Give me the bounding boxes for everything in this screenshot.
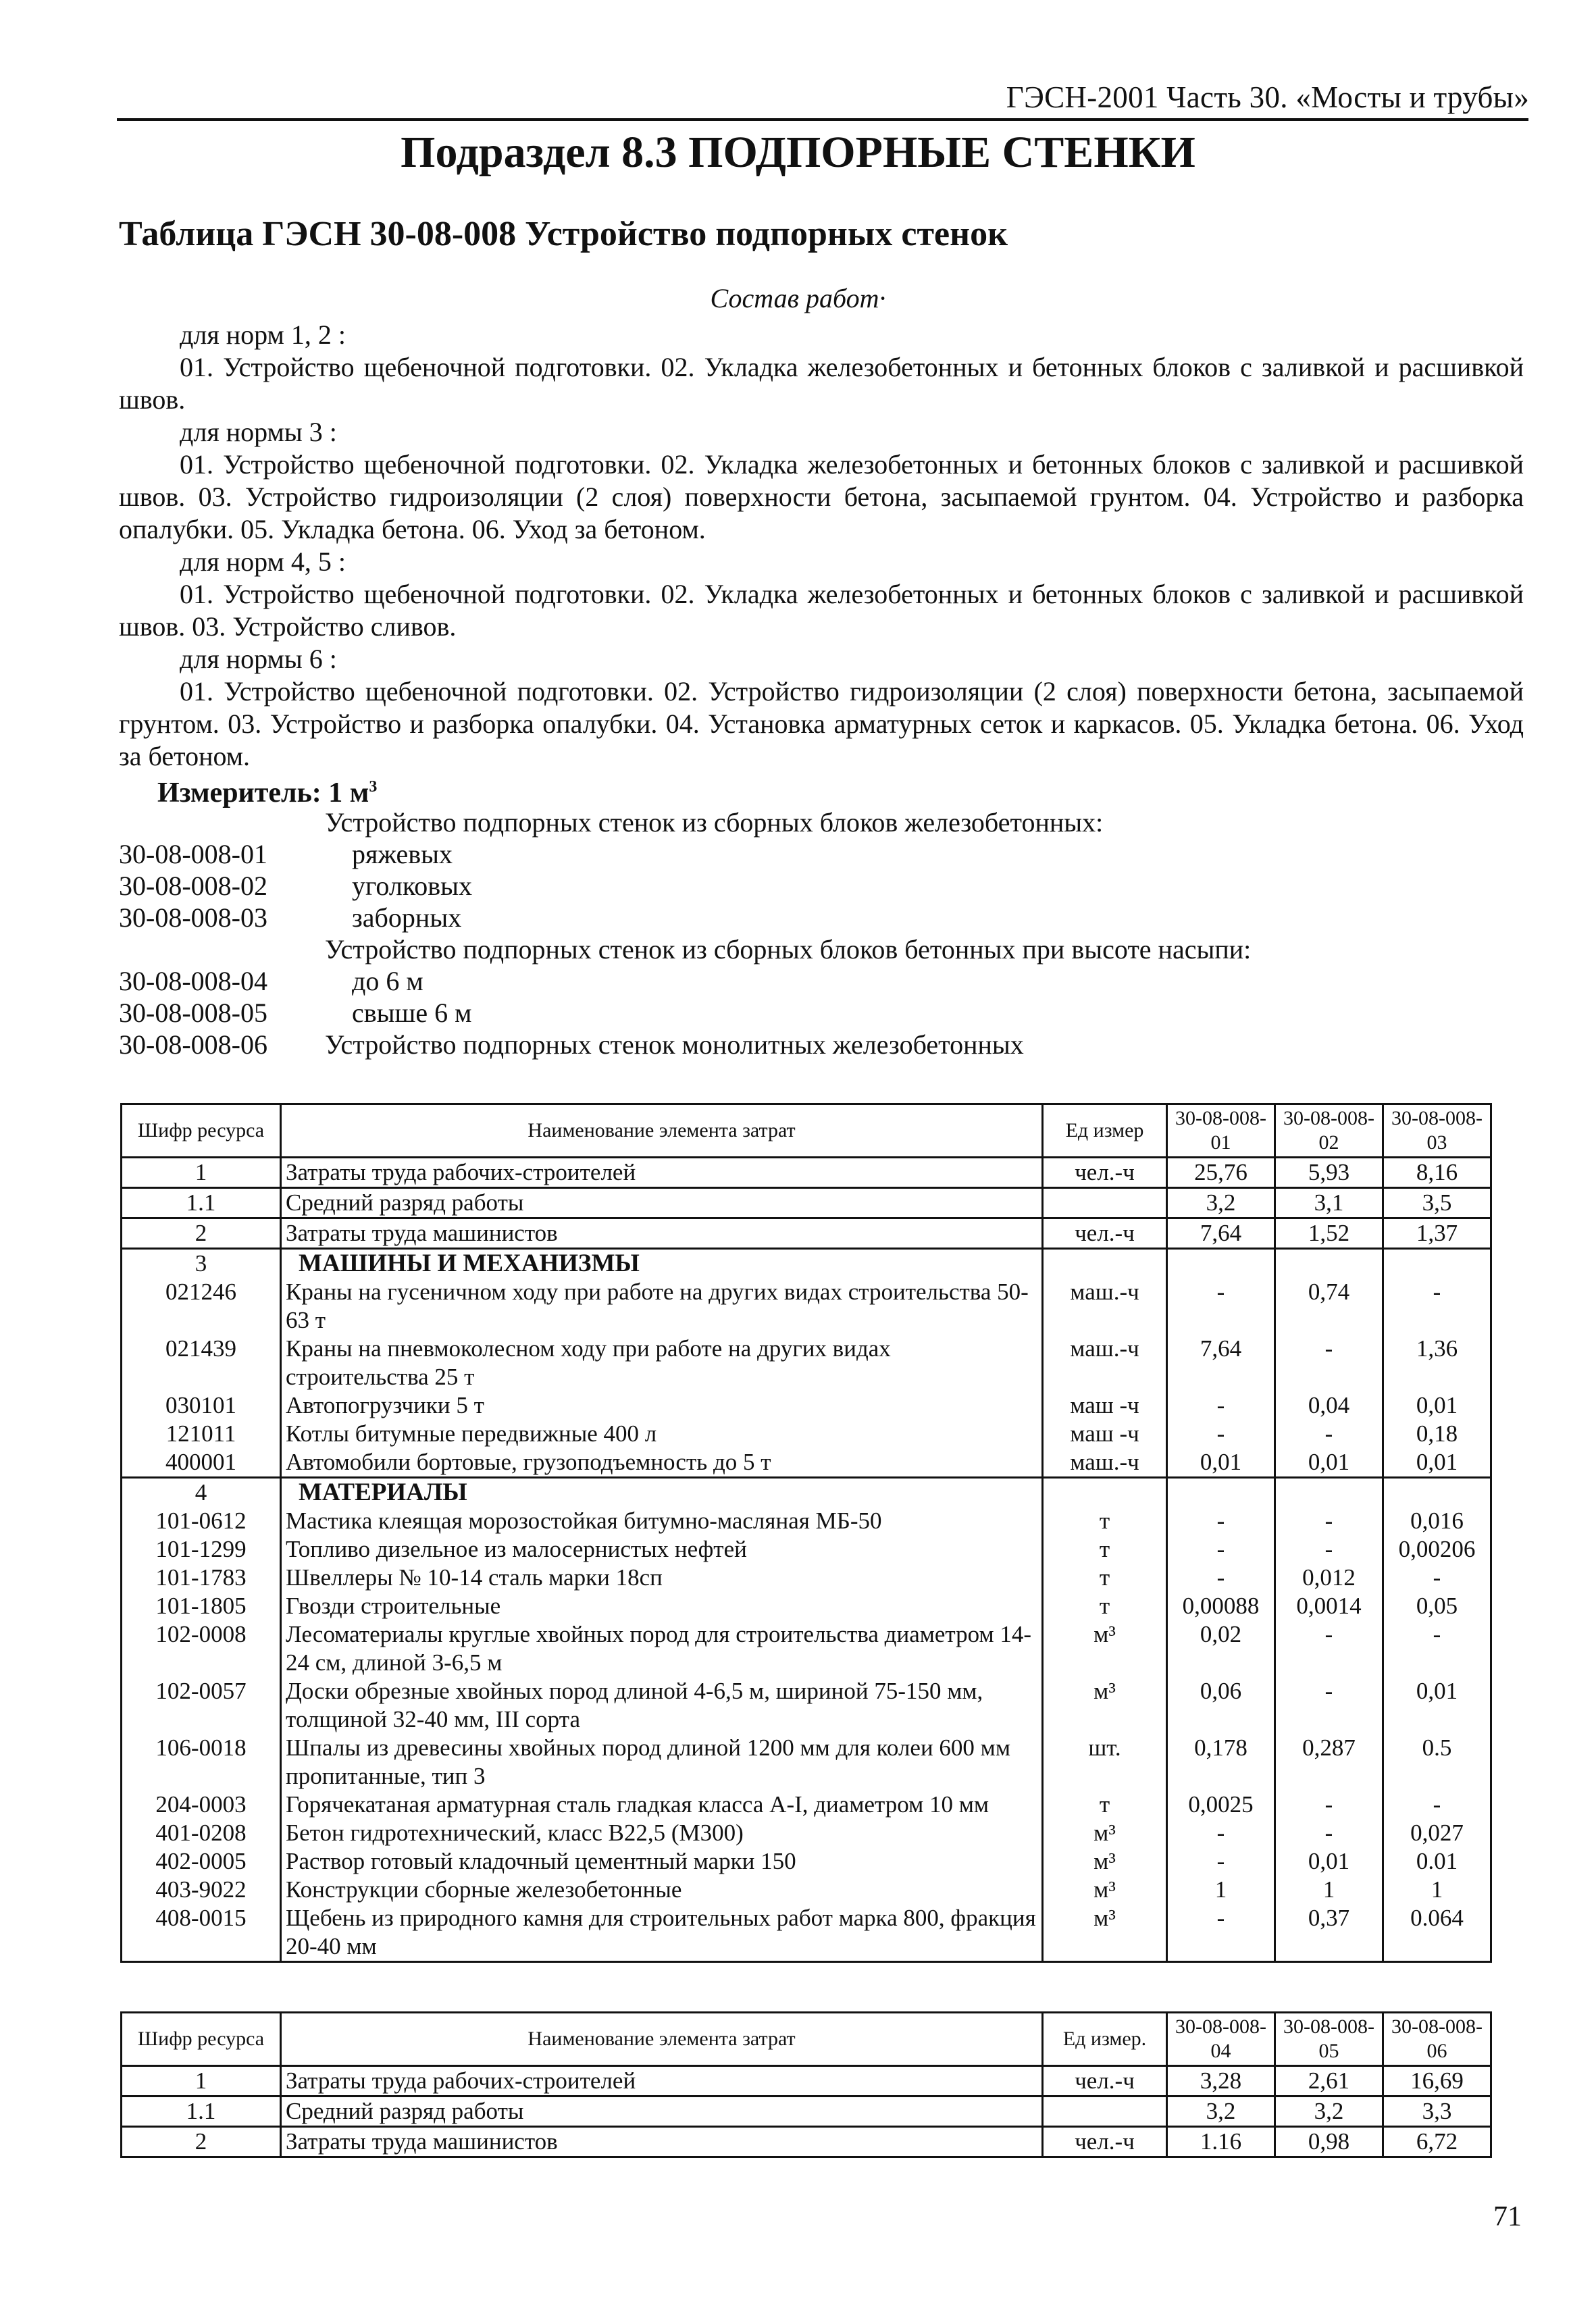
- norm-value: 3,2: [1167, 2097, 1275, 2127]
- resource-unit: м³: [1043, 1677, 1167, 1734]
- resource-code: 102-0057: [122, 1677, 281, 1734]
- norm-value: 7,64: [1167, 1218, 1275, 1249]
- norm-value: 0,016: [1383, 1507, 1491, 1535]
- resource-code: 408-0015: [122, 1904, 281, 1962]
- resource-code: 2: [122, 2127, 281, 2157]
- norm-code-row: [119, 965, 1251, 997]
- norm-value: -: [1167, 1847, 1275, 1876]
- table-row: [122, 1188, 1491, 1218]
- norm-value: 0.064: [1383, 1904, 1491, 1962]
- resource-unit: т: [1043, 1564, 1167, 1592]
- resource-code: 1.1: [122, 2097, 281, 2127]
- resource-code: 1.1: [122, 1188, 281, 1218]
- norm-name: ряжевых: [352, 839, 453, 869]
- table-row: [122, 1677, 1491, 1734]
- header-rule: [117, 118, 1528, 121]
- table-row: [122, 1734, 1491, 1791]
- resource-name: Средний разряд работы: [281, 1188, 1043, 1218]
- norm-name: заборных: [352, 902, 462, 933]
- resource-name: Швеллеры № 10-14 сталь марки 18сп: [281, 1564, 1043, 1592]
- resource-code: 030101: [122, 1391, 281, 1420]
- norm-value: 3,2: [1275, 2097, 1383, 2127]
- work-group-text: 01. Устройство щебеночной подготовки. 02. Устройство гидроизоляции (2 слоя) поверхности бетона, засыпаемой грунтом. 03. Устройство и разборка опалубки. 04. Установка арматурных сеток и каркасов. 05. Укладка бетона. 06. Уход за бетоном.: [119, 676, 1524, 771]
- norm-value: 25,76: [1167, 1158, 1275, 1188]
- table-header-row: [122, 2013, 1491, 2066]
- col-header-unit: Ед измер.: [1043, 2013, 1167, 2066]
- norm-value: [1383, 1249, 1491, 1279]
- norm-name: до 6 м: [352, 966, 423, 996]
- norm-value: -: [1167, 1535, 1275, 1564]
- norm-code: 30-08-008-06: [119, 1029, 267, 1060]
- col-header-norm-05: 30-08-008-05: [1275, 2013, 1383, 2066]
- col-header-norm-02: 30-08-008-02: [1275, 1104, 1383, 1158]
- norm-name: уголковых: [352, 871, 473, 901]
- norm-value: 0,0025: [1167, 1791, 1275, 1819]
- norm-value: 1,36: [1383, 1335, 1491, 1391]
- norm-value: 0,027: [1383, 1819, 1491, 1847]
- norm-value: [1167, 1249, 1275, 1279]
- resource-unit: т: [1043, 1592, 1167, 1620]
- norm-value: -: [1383, 1278, 1491, 1335]
- table-row: [122, 1158, 1491, 1188]
- col-header-norm-06: 30-08-008-06: [1383, 2013, 1491, 2066]
- resource-unit: чел.-ч: [1043, 1218, 1167, 1249]
- page-number: 71: [1493, 2201, 1522, 2232]
- col-header-norm-04: 30-08-008-04: [1167, 2013, 1275, 2066]
- measure-sup: 3: [369, 778, 378, 796]
- table-row: [122, 1507, 1491, 1535]
- norm-code: 30-08-008-02: [119, 871, 267, 901]
- work-composition-heading: Состав работ·: [710, 283, 886, 313]
- norm-code-row: [119, 838, 1251, 870]
- norm-value: -: [1167, 1564, 1275, 1592]
- norm-code: 30-08-008-01: [119, 839, 267, 869]
- norm-value: -: [1383, 1791, 1491, 1819]
- table-row: [122, 1592, 1491, 1620]
- resource-unit: [1043, 1249, 1167, 1279]
- resource-unit: м³: [1043, 1847, 1167, 1876]
- resource-unit: м³: [1043, 1876, 1167, 1904]
- norm-value: 0,04: [1275, 1391, 1383, 1420]
- norm-value: 3,1: [1275, 1188, 1383, 1218]
- col-header-name: Наименование элемента затрат: [281, 1104, 1043, 1158]
- table-row: [122, 1391, 1491, 1420]
- table-row: [122, 1620, 1491, 1677]
- resource-name: МАШИНЫ И МЕХАНИЗМЫ: [281, 1249, 1043, 1279]
- norm-value: -: [1275, 1620, 1383, 1677]
- norm-value: 0,05: [1383, 1592, 1491, 1620]
- resource-name: МАТЕРИАЛЫ: [281, 1478, 1043, 1508]
- norm-value: 1: [1167, 1876, 1275, 1904]
- resource-name: Горячекатаная арматурная сталь гладкая класса А-I, диаметром 10 мм: [281, 1791, 1043, 1819]
- running-header: ГЭСН-2001 Часть 30. «Мосты и трубы»: [1006, 80, 1529, 114]
- resource-name: Шпалы из древесины хвойных пород длиной 1200 мм для колеи 600 мм пропитанные, тип 3: [281, 1734, 1043, 1791]
- resource-name: Топливо дизельное из малосернистых нефтей: [281, 1535, 1043, 1564]
- col-header-code: Шифр ресурса: [122, 2013, 281, 2066]
- norm-code: 30-08-008-03: [119, 902, 267, 933]
- work-composition: [119, 319, 1524, 773]
- resource-name: Мастика клеящая морозостойкая битумно-масляная МБ-50: [281, 1507, 1043, 1535]
- norm-group-heading: Устройство подпорных стенок из сборных блоков бетонных при высоте насыпи:: [325, 934, 1252, 965]
- table-row: [122, 1420, 1491, 1448]
- norm-value: 6,72: [1383, 2127, 1491, 2157]
- table-row: [122, 1478, 1491, 1508]
- table-title: Таблица ГЭСН 30-08-008 Устройство подпорных стенок: [119, 215, 1008, 253]
- table-row: [122, 1278, 1491, 1335]
- resource-name: Конструкции сборные железобетонные: [281, 1876, 1043, 1904]
- norm-value: 1: [1383, 1876, 1491, 1904]
- table-row: [122, 1876, 1491, 1904]
- norm-value: [1275, 1478, 1383, 1508]
- norm-value: 3,28: [1167, 2066, 1275, 2097]
- work-group-text: 01. Устройство щебеночной подготовки. 02. Укладка железобетонных и бетонных блоков с заливкой и расшивкой швов. 03. Устройство сливов.: [119, 579, 1524, 642]
- resource-unit: м³: [1043, 1819, 1167, 1847]
- measure-unit: [157, 777, 377, 809]
- resource-name: Автомобили бортовые, грузоподъемность до 5 т: [281, 1448, 1043, 1478]
- norm-value: -: [1275, 1791, 1383, 1819]
- resource-code: 101-1805: [122, 1592, 281, 1620]
- norm-value: 5,93: [1275, 1158, 1383, 1188]
- resource-name: Котлы битумные передвижные 400 л: [281, 1420, 1043, 1448]
- norm-code-row: [119, 902, 1251, 933]
- norm-value: -: [1383, 1564, 1491, 1592]
- resource-code: 121011: [122, 1420, 281, 1448]
- resource-code: 1: [122, 2066, 281, 2097]
- norm-value: -: [1275, 1335, 1383, 1391]
- resource-name: Средний разряд работы: [281, 2097, 1043, 2127]
- norm-value: -: [1167, 1904, 1275, 1962]
- norm-value: -: [1167, 1420, 1275, 1448]
- norm-value: 0,178: [1167, 1734, 1275, 1791]
- norm-value: -: [1167, 1507, 1275, 1535]
- resource-code: 021246: [122, 1278, 281, 1335]
- resource-unit: м³: [1043, 1904, 1167, 1962]
- norm-value: -: [1167, 1391, 1275, 1420]
- work-group-text: 01. Устройство щебеночной подготовки. 02. Укладка железобетонных и бетонных блоков с заливкой и расшивкой швов.: [119, 352, 1524, 415]
- col-header-unit: Ед измер: [1043, 1104, 1167, 1158]
- norm-code-row: [119, 870, 1251, 902]
- norm-value: -: [1275, 1420, 1383, 1448]
- norm-value: -: [1167, 1278, 1275, 1335]
- norm-value: 7,64: [1167, 1335, 1275, 1391]
- resource-unit: шт.: [1043, 1734, 1167, 1791]
- norm-value: 0,01: [1383, 1391, 1491, 1420]
- norm-code: 30-08-008-04: [119, 966, 267, 996]
- norm-value: 0,01: [1383, 1677, 1491, 1734]
- resource-name: Лесоматериалы круглые хвойных пород для строительства диаметром 14-24 см, длиной 3-6,5 м: [281, 1620, 1043, 1677]
- norm-value: 8,16: [1383, 1158, 1491, 1188]
- resource-name: Краны на пневмоколесном ходу при работе на других видах строительства 25 т: [281, 1335, 1043, 1391]
- table-row: [122, 1218, 1491, 1249]
- norm-value: 0,06: [1167, 1677, 1275, 1734]
- norm-value: 0,012: [1275, 1564, 1383, 1592]
- resource-unit: маш.-ч: [1043, 1278, 1167, 1335]
- table-row: [122, 1535, 1491, 1564]
- resource-name: Бетон гидротехнический, класс В22,5 (М300): [281, 1819, 1043, 1847]
- table-row: [122, 2097, 1491, 2127]
- resource-code: 402-0005: [122, 1847, 281, 1876]
- resource-name: Затраты труда рабочих-строителей: [281, 1158, 1043, 1188]
- resource-code: 204-0003: [122, 1791, 281, 1819]
- resource-table-1: [120, 1103, 1492, 1963]
- norm-value: -: [1275, 1819, 1383, 1847]
- norm-value: -: [1383, 1620, 1491, 1677]
- resource-name: Раствор готовый кладочный цементный марки 150: [281, 1847, 1043, 1876]
- norm-value: [1167, 1478, 1275, 1508]
- col-header-norm-03: 30-08-008-03: [1383, 1104, 1491, 1158]
- norm-value: 0,00206: [1383, 1535, 1491, 1564]
- norm-group-heading: Устройство подпорных стенок из сборных блоков железобетонных:: [325, 807, 1104, 838]
- work-group-text: 01. Устройство щебеночной подготовки. 02. Укладка железобетонных и бетонных блоков с заливкой и расшивкой швов. 03. Устройство гидроизоляции (2 слоя) поверхности бетона, засыпаемой грунтом. 04. Устройство и разборка опалубки. 05. Укладка бетона. 06. Уход за бетоном.: [119, 449, 1524, 544]
- norm-value: 2,61: [1275, 2066, 1383, 2097]
- resource-code: 1: [122, 1158, 281, 1188]
- norm-value: 0.01: [1383, 1847, 1491, 1876]
- table-row: [122, 1448, 1491, 1478]
- col-header-norm-01: 30-08-008-01: [1167, 1104, 1275, 1158]
- norm-value: 0,0014: [1275, 1592, 1383, 1620]
- norm-value: [1275, 1249, 1383, 1279]
- norm-value: 1: [1275, 1876, 1383, 1904]
- work-group-label: для нормы 3 :: [180, 417, 337, 447]
- norm-value: [1383, 1478, 1491, 1508]
- norm-code-row: [119, 997, 1251, 1029]
- norm-code: 30-08-008-05: [119, 998, 267, 1028]
- norm-value: 1.16: [1167, 2127, 1275, 2157]
- norm-value: 3,2: [1167, 1188, 1275, 1218]
- table-row: [122, 1819, 1491, 1847]
- norm-value: 1,52: [1275, 1218, 1383, 1249]
- resource-unit: [1043, 1478, 1167, 1508]
- norm-value: 0,98: [1275, 2127, 1383, 2157]
- resource-code: 4: [122, 1478, 281, 1508]
- col-header-name: Наименование элемента затрат: [281, 2013, 1043, 2066]
- resource-code: 101-1299: [122, 1535, 281, 1564]
- norm-value: -: [1275, 1677, 1383, 1734]
- table-row: [122, 1847, 1491, 1876]
- table-header-row: [122, 1104, 1491, 1158]
- norm-value: 0,01: [1167, 1448, 1275, 1478]
- resource-name: Затраты труда рабочих-строителей: [281, 2066, 1043, 2097]
- col-header-code: Шифр ресурса: [122, 1104, 281, 1158]
- table-row: [122, 1904, 1491, 1962]
- resource-code: 401-0208: [122, 1819, 281, 1847]
- resource-unit: т: [1043, 1535, 1167, 1564]
- resource-unit: маш.-ч: [1043, 1448, 1167, 1478]
- measure-label: Измеритель:: [157, 777, 321, 808]
- resource-code: 400001: [122, 1448, 281, 1478]
- resource-code: 102-0008: [122, 1620, 281, 1677]
- norm-value: 0,01: [1383, 1448, 1491, 1478]
- norm-codes-list: [119, 806, 1251, 1060]
- norm-value: -: [1275, 1507, 1383, 1535]
- resource-code: 021439: [122, 1335, 281, 1391]
- norm-value: 0,00088: [1167, 1592, 1275, 1620]
- resource-unit: [1043, 1188, 1167, 1218]
- measure-value: 1 м: [328, 777, 369, 808]
- work-group-label: для норм 1, 2 :: [180, 319, 346, 350]
- resource-unit: т: [1043, 1507, 1167, 1535]
- resource-unit: м³: [1043, 1620, 1167, 1677]
- resource-unit: т: [1043, 1791, 1167, 1819]
- table-row: [122, 1791, 1491, 1819]
- table-row: [122, 1249, 1491, 1279]
- resource-unit: чел.-ч: [1043, 2127, 1167, 2157]
- norm-value: 0,01: [1275, 1847, 1383, 1876]
- resource-name: Гвозди строительные: [281, 1592, 1043, 1620]
- norm-value: 3,3: [1383, 2097, 1491, 2127]
- table-row: [122, 2127, 1491, 2157]
- norm-value: 3,5: [1383, 1188, 1491, 1218]
- norm-value: 0,37: [1275, 1904, 1383, 1962]
- norm-name: Устройство подпорных стенок монолитных железобетонных: [325, 1029, 1024, 1060]
- resource-name: Затраты труда машинистов: [281, 1218, 1043, 1249]
- resource-name: Автопогрузчики 5 т: [281, 1391, 1043, 1420]
- norm-value: 16,69: [1383, 2066, 1491, 2097]
- resource-code: 101-0612: [122, 1507, 281, 1535]
- norm-code-row: [119, 1029, 1251, 1060]
- norm-value: 0,74: [1275, 1278, 1383, 1335]
- norm-value: 0,287: [1275, 1734, 1383, 1791]
- table-row: [122, 2066, 1491, 2097]
- resource-name: Краны на гусеничном ходу при работе на других видах строительства 50-63 т: [281, 1278, 1043, 1335]
- resource-unit: маш -ч: [1043, 1391, 1167, 1420]
- norm-value: -: [1167, 1819, 1275, 1847]
- table-row: [122, 1564, 1491, 1592]
- resource-table-2: [120, 2011, 1492, 2158]
- subsection-title: Подраздел 8.3 ПОДПОРНЫЕ СТЕНКИ: [401, 128, 1195, 177]
- resource-code: 2: [122, 1218, 281, 1249]
- norm-value: -: [1275, 1535, 1383, 1564]
- resource-code: 3: [122, 1249, 281, 1279]
- resource-name: Доски обрезные хвойных пород длиной 4-6,5 м, шириной 75-150 мм, толщиной 32-40 мм, III сорта: [281, 1677, 1043, 1734]
- work-group-label: для нормы 6 :: [180, 644, 337, 674]
- work-group-label: для норм 4, 5 :: [180, 546, 346, 577]
- resource-name: Щебень из природного камня для строительных работ марка 800, фракция 20-40 мм: [281, 1904, 1043, 1962]
- resource-name: Затраты труда машинистов: [281, 2127, 1043, 2157]
- table-row: [122, 1335, 1491, 1391]
- norm-name: свыше 6 м: [352, 998, 472, 1028]
- resource-code: 403-9022: [122, 1876, 281, 1904]
- resource-code: 101-1783: [122, 1564, 281, 1592]
- norm-value: 0,01: [1275, 1448, 1383, 1478]
- resource-unit: [1043, 2097, 1167, 2127]
- norm-value: 0.5: [1383, 1734, 1491, 1791]
- resource-code: 106-0018: [122, 1734, 281, 1791]
- norm-value: 0,18: [1383, 1420, 1491, 1448]
- resource-unit: маш.-ч: [1043, 1335, 1167, 1391]
- resource-unit: чел.-ч: [1043, 2066, 1167, 2097]
- resource-unit: чел.-ч: [1043, 1158, 1167, 1188]
- resource-unit: маш -ч: [1043, 1420, 1167, 1448]
- norm-value: 1,37: [1383, 1218, 1491, 1249]
- norm-value: 0,02: [1167, 1620, 1275, 1677]
